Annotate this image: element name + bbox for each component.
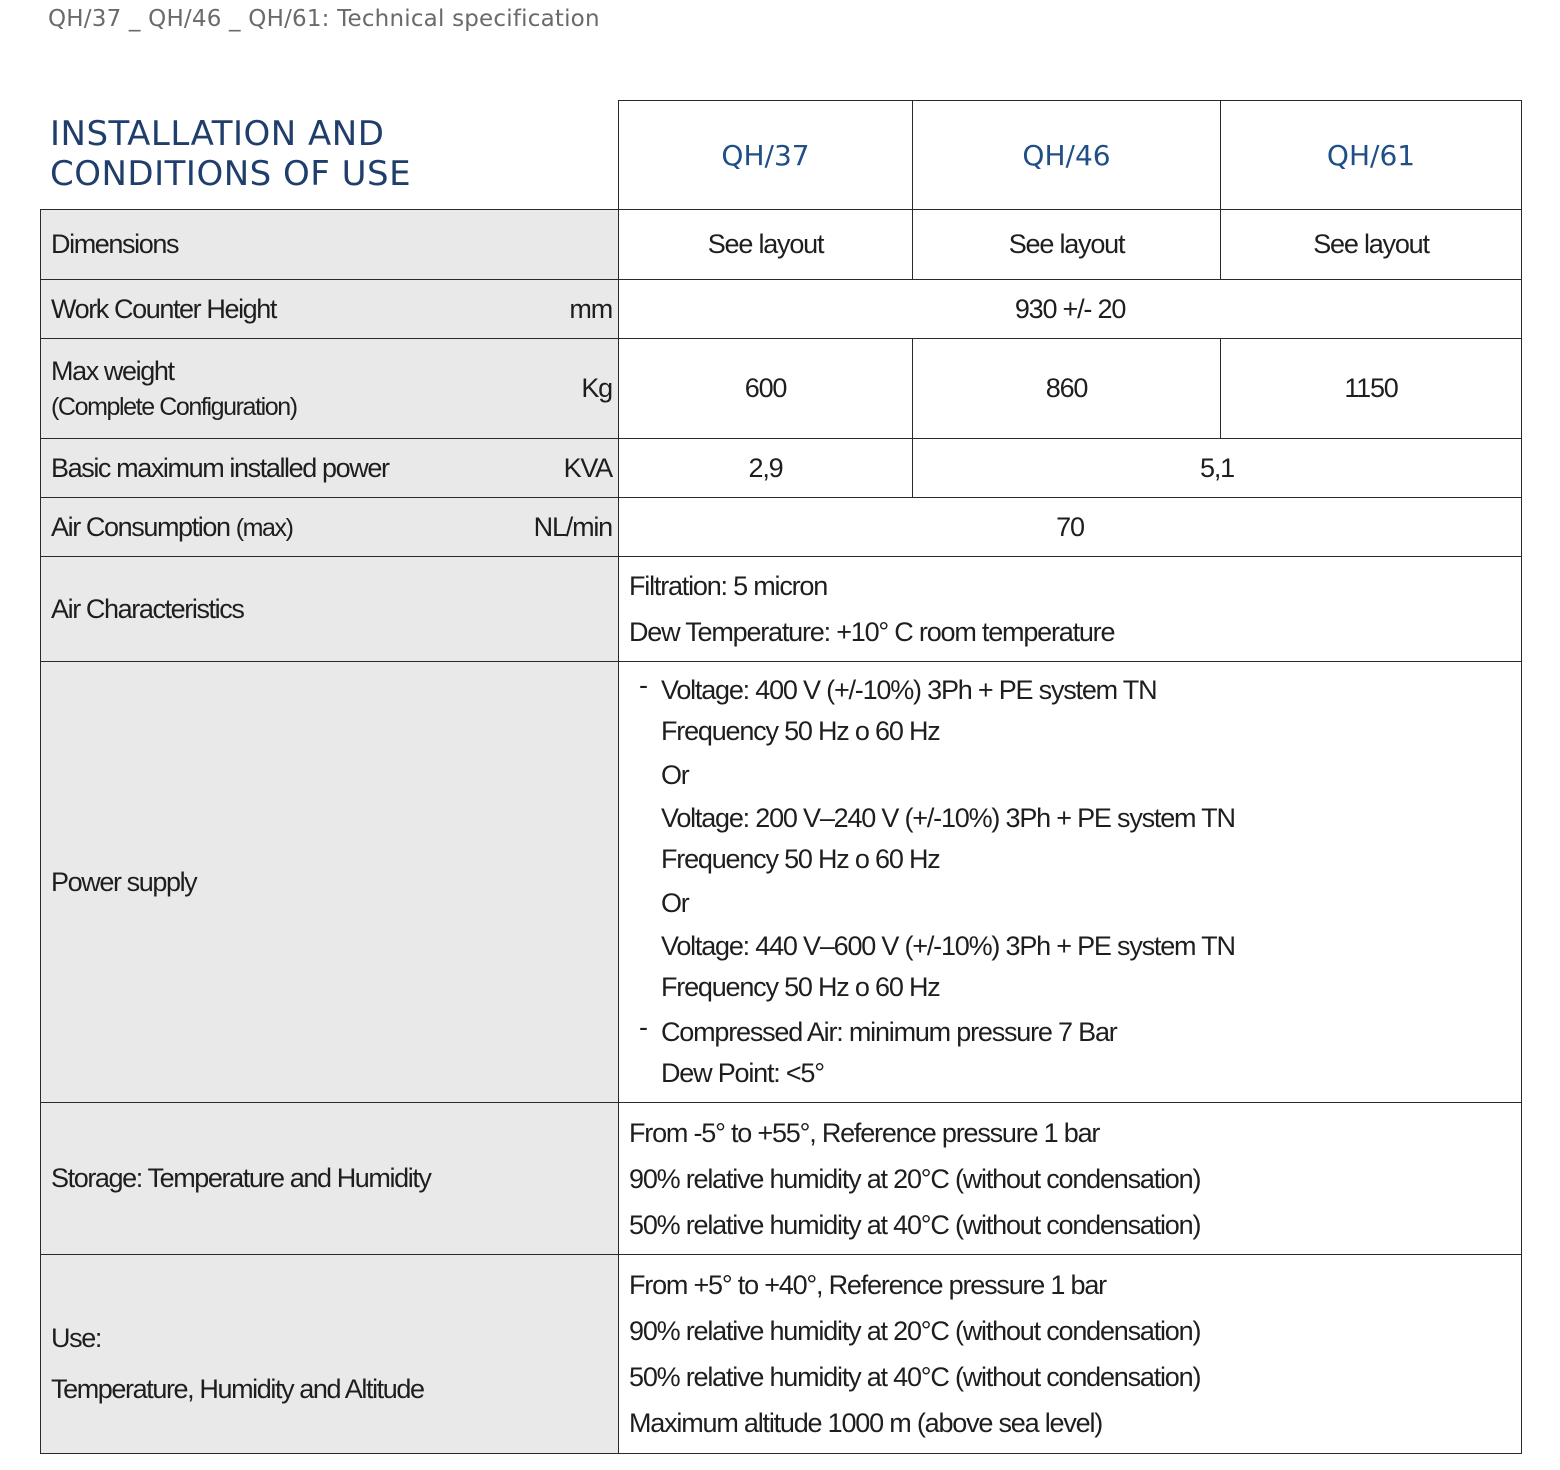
text-line: 50% relative humidity at 40°C (without condensation) [629, 1209, 1201, 1240]
row-unit: KVA [498, 439, 619, 498]
row-label: Power supply [41, 662, 619, 1103]
table-row-air-consumption [41, 498, 1522, 557]
row-label [41, 498, 498, 557]
section-title-line-2: CONDITIONS OF USE [50, 154, 412, 194]
cell-value-qh37: 2,9 [619, 439, 913, 498]
text-line: 90% relative humidity at 20°C (without condensation) [629, 1316, 1201, 1346]
text-line: Voltage: 440 V–600 V (+/-10%) 3Ph + PE system TN [661, 931, 1235, 961]
row-label [41, 1255, 619, 1454]
cell-value-all-models: 70 [619, 498, 1522, 557]
text-line: From +5° to +40°, Reference pressure 1 bar [629, 1270, 1106, 1300]
text-line: Frequency 50 Hz o 60 Hz [661, 972, 940, 1002]
document-title: QH/37 _ QH/46 _ QH/61: Technical specification [48, 6, 600, 32]
model-header-qh61: QH/61 [1221, 101, 1522, 210]
table-row-storage [41, 1103, 1522, 1255]
row-label-suffix: (max) [235, 513, 293, 542]
cell-text-block [619, 662, 1522, 1103]
cell-value-qh37: See layout [619, 210, 913, 280]
text-line: - Voltage: 400 V (+/-10%) 3Ph + PE system TN [661, 675, 1157, 705]
cell-value-all-models: 930 +/- 20 [619, 280, 1522, 339]
cell-value-qh37: 600 [619, 339, 913, 439]
text-line: Maximum altitude 1000 m (above sea level) [629, 1408, 1103, 1438]
text-line: Frequency 50 Hz o 60 Hz [661, 716, 940, 746]
row-label [41, 339, 498, 439]
list-item-compressed-air [639, 1012, 1521, 1094]
row-unit: NL/min [498, 498, 619, 557]
cell-value-qh46-qh61: 5,1 [913, 439, 1522, 498]
cell-text-block [619, 1255, 1522, 1454]
row-label-line-1: Use: [51, 1323, 101, 1353]
text-line: From -5° to +55°, Reference pressure 1 bar [629, 1117, 1100, 1148]
table-row-air-characteristics [41, 557, 1522, 662]
table-row-basic-power [41, 439, 1522, 498]
text-line: - Compressed Air: minimum pressure 7 Bar [661, 1017, 1117, 1047]
list-item-electrical [639, 670, 1521, 1008]
row-sublabel: (Complete Configuration) [51, 392, 297, 421]
row-label-line-2: Temperature, Humidity and Altitude [51, 1374, 424, 1404]
model-header-qh46: QH/46 [913, 101, 1221, 210]
text-line: 50% relative humidity at 40°C (without condensation) [629, 1362, 1201, 1392]
table-row-power-supply [41, 662, 1522, 1103]
text-line: Voltage: 200 V–240 V (+/-10%) 3Ph + PE system TN [661, 803, 1235, 833]
text-line: Dew Temperature: +10° C room temperature [629, 617, 1115, 647]
text-line: Frequency 50 Hz o 60 Hz [661, 844, 940, 874]
section-title-line-1: INSTALLATION AND [50, 114, 385, 154]
row-unit: mm [498, 280, 619, 339]
text-line: Dew Point: <5° [661, 1058, 824, 1088]
table-row-work-counter-height [41, 280, 1522, 339]
table-row-use [41, 1255, 1522, 1454]
text-line: 90% relative humidity at 20°C (without condensation) [629, 1163, 1201, 1194]
row-label: Basic maximum installed power [41, 439, 498, 498]
row-label-main: Max weight [51, 355, 174, 386]
cell-value-qh61: See layout [1221, 210, 1522, 280]
header-spacer [41, 101, 619, 210]
model-header-qh37: QH/37 [619, 101, 913, 210]
cell-text-block [619, 1103, 1522, 1255]
row-unit: Kg [498, 339, 619, 439]
spec-table [40, 100, 1522, 1454]
table-row-max-weight [41, 339, 1522, 439]
row-label: Storage: Temperature and Humidity [41, 1103, 619, 1255]
cell-value-qh46: See layout [913, 210, 1221, 280]
row-label: Air Characteristics [41, 557, 619, 662]
table-header-row [41, 101, 1522, 210]
cell-value-qh61: 1150 [1221, 339, 1522, 439]
row-label-main: Air Consumption [51, 511, 230, 542]
table-row-dimensions [41, 210, 1522, 280]
text-line-or: Or [661, 760, 689, 790]
row-label: Dimensions [41, 210, 619, 280]
cell-value-qh46: 860 [913, 339, 1221, 439]
power-supply-list [619, 662, 1521, 1102]
cell-text-block [619, 557, 1522, 662]
text-line: Filtration: 5 micron [629, 571, 828, 601]
row-label: Work Counter Height [41, 280, 498, 339]
text-line-or: Or [661, 888, 689, 918]
